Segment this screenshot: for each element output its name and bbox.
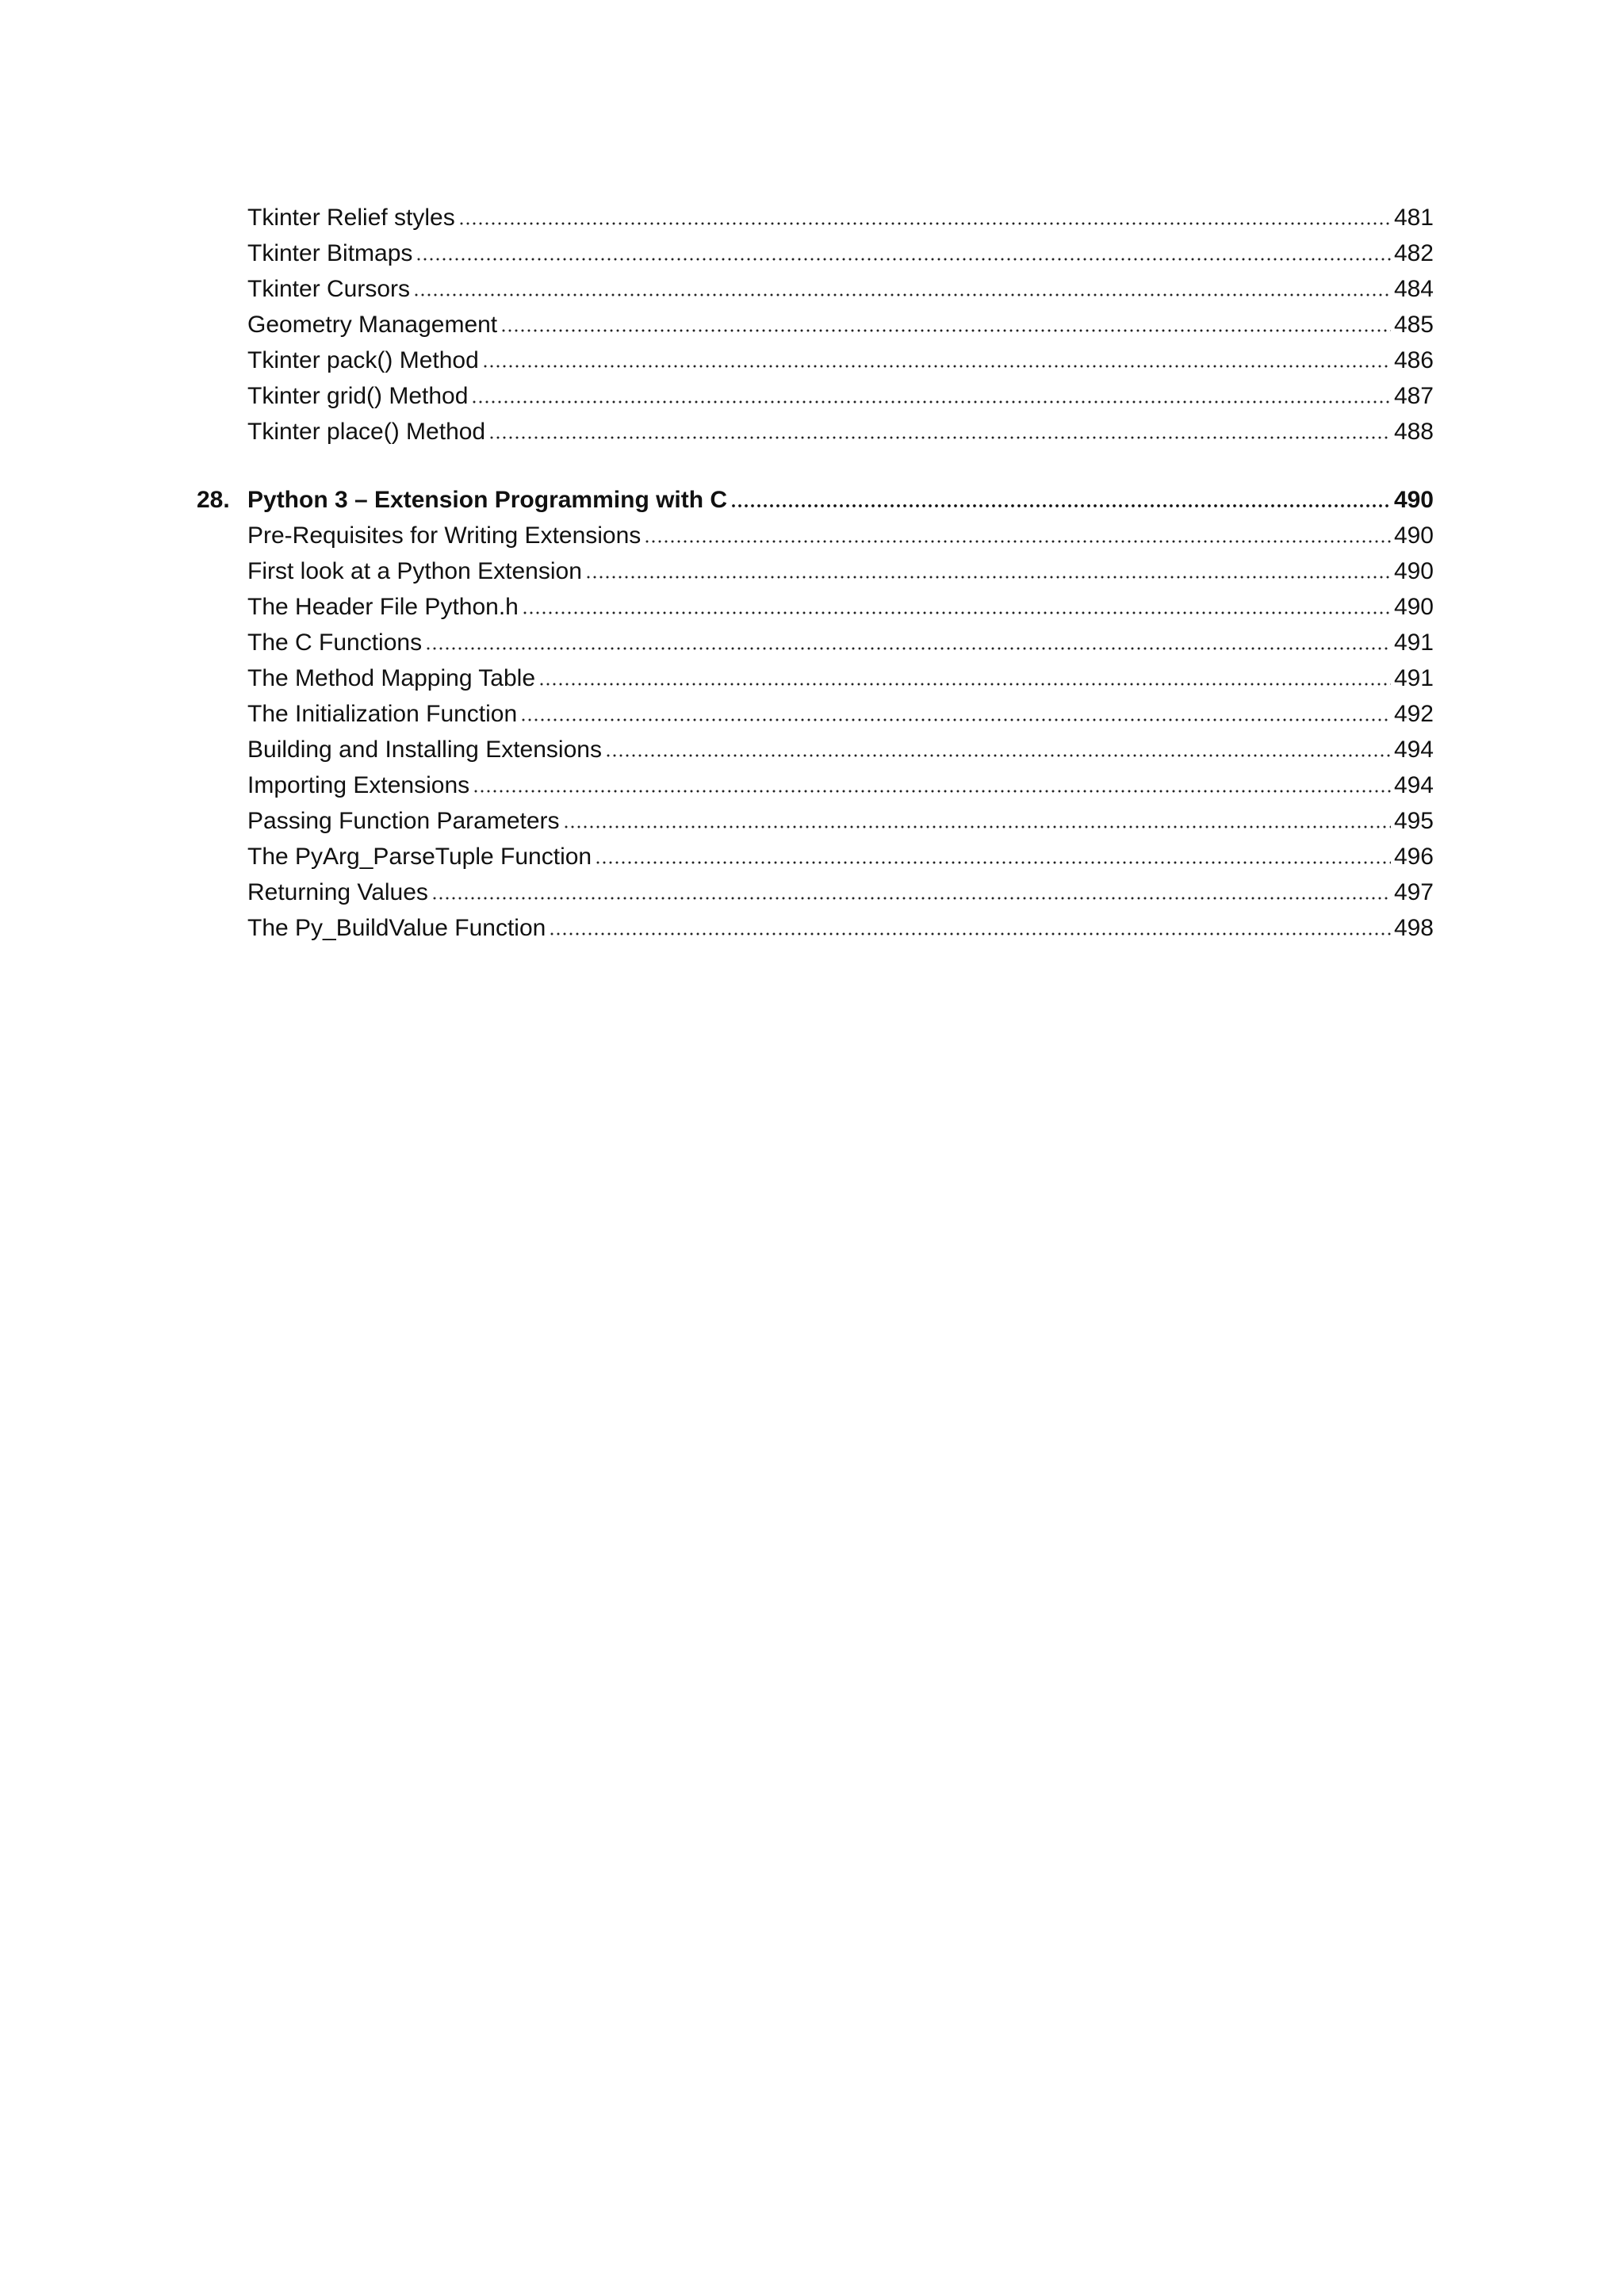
toc-entry-title: Pre-Requisites for Writing Extensions <box>247 522 642 549</box>
toc-entry-page: 497 <box>1393 879 1434 905</box>
toc-entry-title: Tkinter grid() Method <box>247 383 469 409</box>
toc-entry-page: 496 <box>1393 844 1434 870</box>
toc-entry[interactable] <box>247 622 1434 657</box>
dot-leader <box>458 222 1391 225</box>
dot-leader <box>416 258 1391 261</box>
toc-entry-page: 490 <box>1393 594 1434 620</box>
chapter-title: Python 3 – Extension Programming with C <box>247 487 728 513</box>
toc-entry[interactable] <box>247 764 1434 800</box>
toc-entry-title: The PyArg_ParseTuple Function <box>247 844 592 870</box>
toc-entry-title: Geometry Management <box>247 312 498 338</box>
toc-entry-page: 485 <box>1393 312 1434 338</box>
toc-entry-title: Tkinter Bitmaps <box>247 240 413 266</box>
toc-entry[interactable] <box>247 586 1434 622</box>
toc-entry[interactable] <box>247 197 1434 232</box>
toc-chapter-28 <box>0 479 1624 943</box>
toc-entry-title: Importing Extensions <box>247 772 470 798</box>
toc-entry-title: The Initialization Function <box>247 701 518 727</box>
toc-entry-title: The C Functions <box>247 629 423 656</box>
dot-leader <box>605 754 1391 757</box>
toc-entry[interactable] <box>247 232 1434 268</box>
chapter-page: 490 <box>1393 487 1434 513</box>
toc-entry-title: Building and Installing Extensions <box>247 737 602 763</box>
toc-entry[interactable] <box>247 304 1434 339</box>
toc-entry-page: 487 <box>1393 383 1434 409</box>
toc-entry[interactable] <box>247 836 1434 871</box>
dot-leader <box>644 540 1391 543</box>
toc-entry-title: Tkinter place() Method <box>247 419 486 445</box>
dot-leader <box>538 683 1391 686</box>
chapter-number: 28. <box>197 487 230 513</box>
toc-entry-page: 490 <box>1393 522 1434 549</box>
toc-entry-page: 492 <box>1393 701 1434 727</box>
dot-leader <box>488 436 1391 439</box>
toc-entry[interactable] <box>247 339 1434 375</box>
toc-entry-page: 498 <box>1393 915 1434 941</box>
toc-entry-title: The Method Mapping Table <box>247 665 536 691</box>
toc-entry-page: 494 <box>1393 737 1434 763</box>
toc-entry[interactable] <box>247 375 1434 411</box>
toc-entry[interactable] <box>247 411 1434 446</box>
toc-entry-page: 482 <box>1393 240 1434 266</box>
dot-leader <box>425 647 1391 650</box>
dot-leader <box>585 576 1391 579</box>
dot-leader <box>520 718 1391 721</box>
toc-entry-page: 488 <box>1393 419 1434 445</box>
toc-entry[interactable] <box>247 550 1434 586</box>
toc-entry-title: Tkinter pack() Method <box>247 347 479 373</box>
toc-entry-page: 481 <box>1393 205 1434 231</box>
dot-leader <box>730 504 1391 507</box>
toc-entry[interactable] <box>247 693 1434 729</box>
dot-leader <box>563 825 1391 828</box>
toc-entry-title: The Py_BuildValue Function <box>247 915 546 941</box>
dot-leader <box>413 293 1391 297</box>
toc-entry-title: Passing Function Parameters <box>247 808 560 834</box>
dot-leader <box>500 329 1391 332</box>
dot-leader <box>482 365 1391 368</box>
toc-section-tkinter <box>0 197 1624 446</box>
toc-entry[interactable] <box>247 871 1434 907</box>
toc-entry[interactable] <box>247 729 1434 764</box>
toc-entry-page: 491 <box>1393 629 1434 656</box>
toc-entry[interactable] <box>247 515 1434 550</box>
toc-entry-page: 484 <box>1393 276 1434 302</box>
toc-entry-page: 486 <box>1393 347 1434 373</box>
toc-entry-page: 491 <box>1393 665 1434 691</box>
dot-leader <box>549 932 1391 936</box>
toc-entry-title: Tkinter Cursors <box>247 276 411 302</box>
dot-leader <box>471 400 1391 404</box>
toc-entry[interactable] <box>247 657 1434 693</box>
toc-entry-page: 490 <box>1393 558 1434 584</box>
toc-entry-page: 495 <box>1393 808 1434 834</box>
dot-leader <box>473 790 1391 793</box>
toc-entry[interactable] <box>247 268 1434 304</box>
toc-entry-page: 494 <box>1393 772 1434 798</box>
toc-entry[interactable] <box>247 907 1434 943</box>
dot-leader <box>522 611 1391 614</box>
toc-chapter-heading[interactable] <box>197 479 1434 515</box>
toc-entry-title: Returning Values <box>247 879 428 905</box>
toc-entry-title: The Header File Python.h <box>247 594 519 620</box>
dot-leader <box>431 897 1391 900</box>
dot-leader <box>595 861 1391 864</box>
toc-entry-title: Tkinter Relief styles <box>247 205 455 231</box>
toc-entry[interactable] <box>247 800 1434 836</box>
toc-entry-title: First look at a Python Extension <box>247 558 582 584</box>
